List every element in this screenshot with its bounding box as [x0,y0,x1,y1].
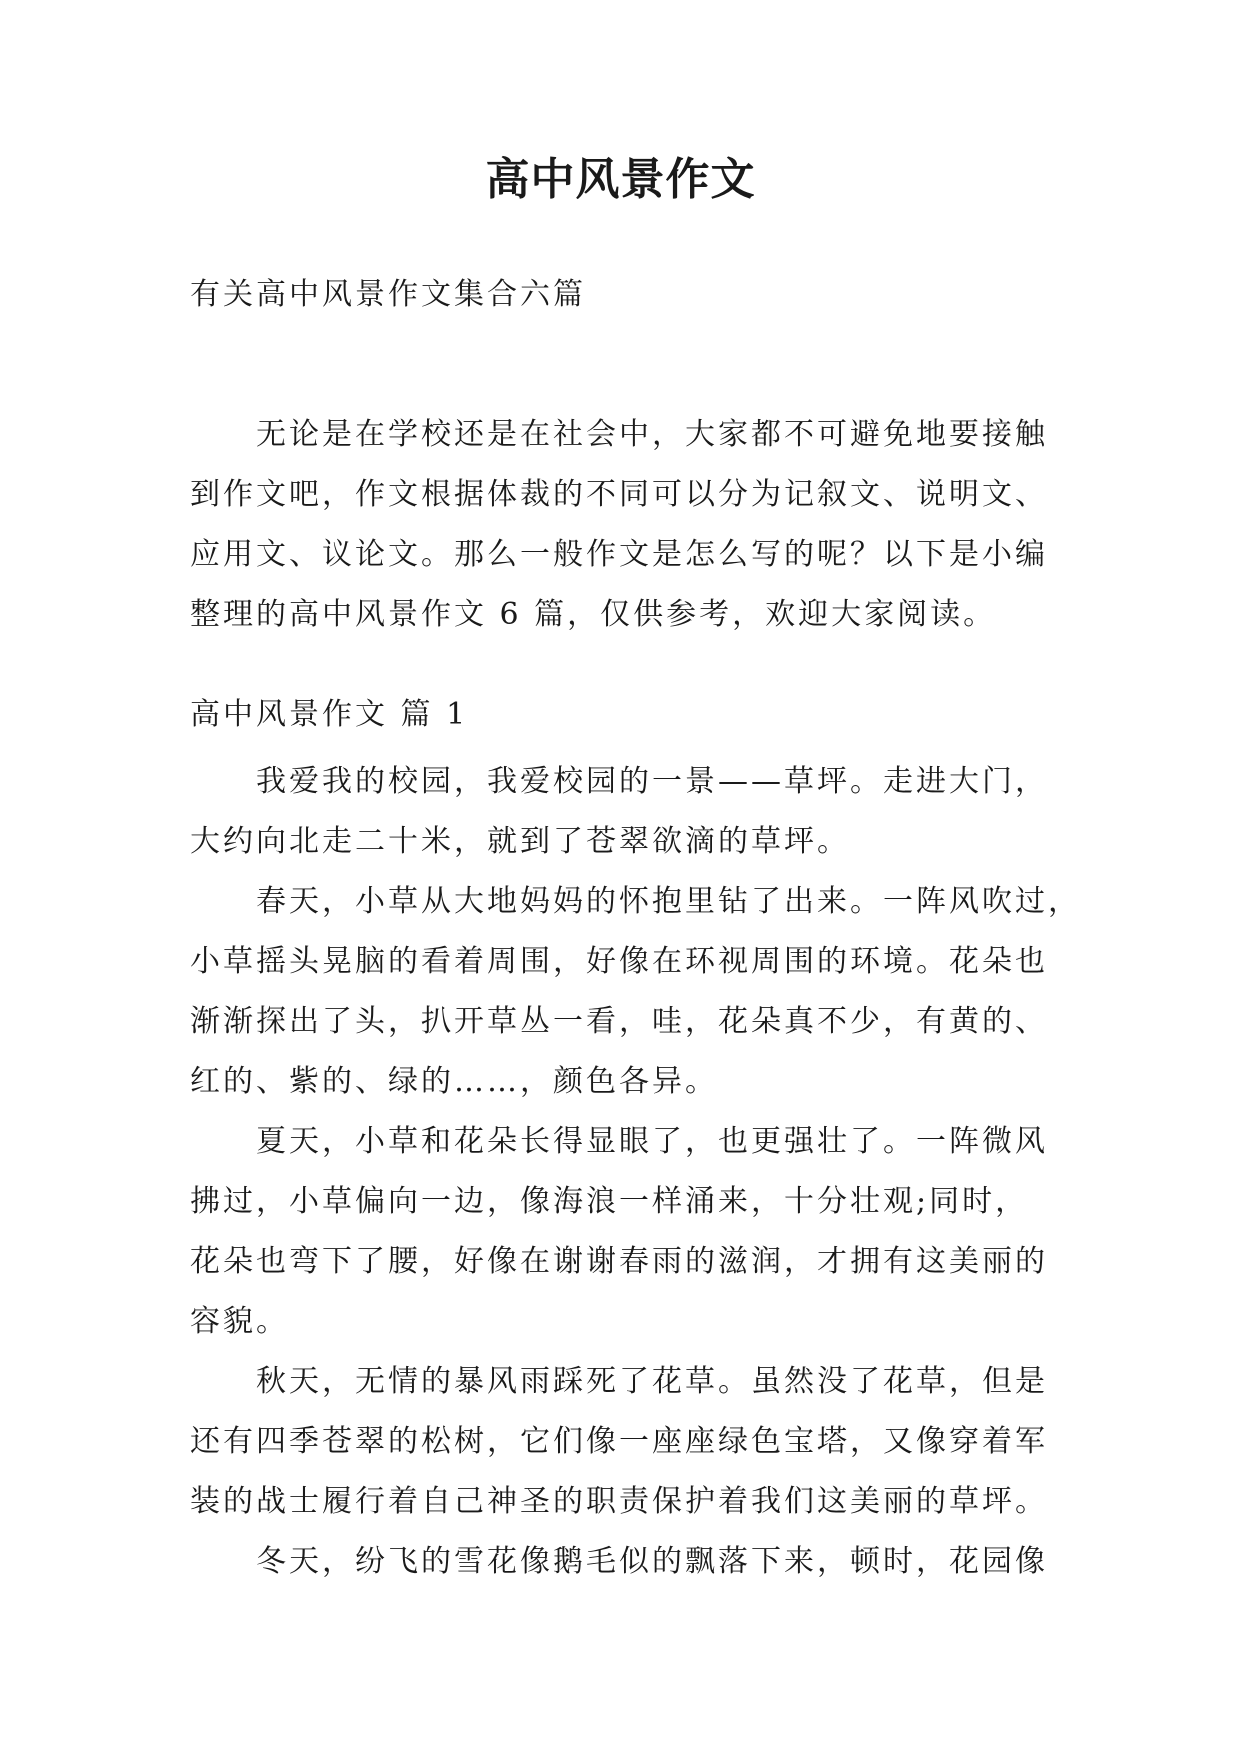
essay-line: 春天，小草从大地妈妈的怀抱里钻了出来。一阵风吹过， [256,884,1081,919]
essay-line: 秋天，无情的暴风雨踩死了花草。虽然没了花草，但是 [256,1364,1048,1399]
essay-line: 夏天，小草和花朵长得显眼了，也更强壮了。一阵微风 [256,1124,1048,1159]
essay-line: 我爱我的校园，我爱校园的一景——草坪。走进大门， [256,764,1048,799]
essay-line: 拂过，小草偏向一边，像海浪一样涌来，十分壮观;同时， [190,1184,1029,1219]
intro-line: 到作文吧，作文根据体裁的不同可以分为记叙文、说明文、 [190,477,1048,512]
intro-line: 应用文、议论文。那么一般作文是怎么写的呢？以下是小编 [190,537,1048,572]
essay-body [190,752,1081,1592]
document-subtitle: 有关高中风景作文集合六篇 [190,277,586,312]
essay-line: 花朵也弯下了腰，好像在谢谢春雨的滋润，才拥有这美丽的 [190,1244,1048,1279]
intro-line: 整理的高中风景作文 6 篇，仅供参考，欢迎大家阅读。 [190,597,997,632]
section-heading: 高中风景作文 篇 1 [190,697,469,732]
essay-line: 还有四季苍翠的松树，它们像一座座绿色宝塔，又像穿着军 [190,1424,1048,1459]
intro-paragraph [190,405,1060,645]
essay-line: 冬天，纷飞的雪花像鹅毛似的飘落下来，顿时，花园像 [256,1544,1048,1579]
essay-line: 容貌。 [190,1304,289,1339]
intro-line: 无论是在学校还是在社会中，大家都不可避免地要接触 [256,417,1048,452]
document-title: 高中风景作文 [485,154,756,205]
essay-line: 红的、紫的、绿的……，颜色各异。 [190,1064,718,1099]
essay-line: 渐渐探出了头，扒开草丛一看，哇，花朵真不少，有黄的、 [190,1004,1048,1039]
essay-line: 装的战士履行着自己神圣的职责保护着我们这美丽的草坪。 [190,1484,1048,1519]
essay-line: 大约向北走二十米，就到了苍翠欲滴的草坪。 [190,824,850,859]
essay-line: 小草摇头晃脑的看着周围，好像在环视周围的环境。花朵也 [190,944,1048,979]
